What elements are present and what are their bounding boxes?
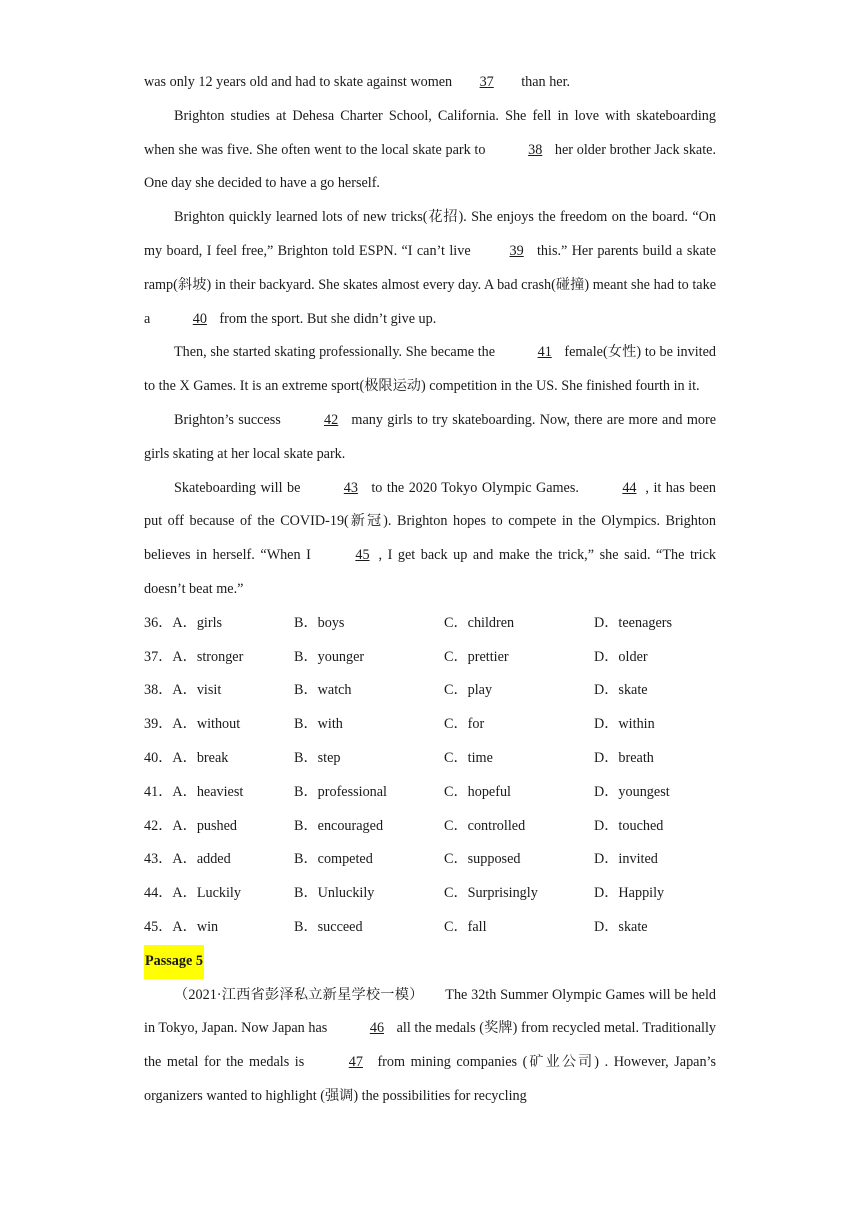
answer-blank: 37: [479, 74, 494, 90]
option-b-cell: [294, 607, 444, 641]
question-row: [144, 911, 716, 945]
text-run: this.” Her parents build a skate ramp(斜坡) in their backyard. She skates almost every day. A bad crash(碰撞) meant she had to take a: [144, 242, 716, 327]
question-number: 42．: [144, 817, 173, 834]
option-b-cell: [294, 843, 444, 877]
option-c: C．controlled: [444, 817, 526, 834]
paragraph: [144, 404, 716, 472]
answer-blank: 42: [324, 411, 339, 428]
option-a-cell: [144, 708, 294, 742]
option-d: D．invited: [594, 851, 658, 868]
option-a: A．break: [172, 749, 229, 766]
question-number: 44．: [144, 885, 173, 902]
option-c-cell: [444, 877, 594, 911]
option-a-cell: [144, 776, 294, 810]
option-a-cell: [144, 877, 294, 911]
option-c: C．Surprisingly: [444, 885, 538, 902]
text-run: her older brother Jack skate. One day she decided to have a go herself.: [144, 141, 716, 192]
option-b: B．encouraged: [294, 817, 384, 834]
text-run: female(女性) to be invited to the X Games. It is an extreme sport(极限运动) competition in the US. She finished fourth in it.: [144, 344, 716, 395]
answer-blank: 41: [537, 344, 552, 361]
paragraph: [144, 100, 716, 201]
paragraph: [144, 472, 716, 607]
option-a: A．added: [172, 851, 231, 868]
passage-5-heading-row: [144, 945, 716, 979]
question-number: 38．: [144, 682, 173, 699]
option-d: D．breath: [594, 749, 654, 766]
option-c: C．children: [444, 614, 515, 631]
option-a: A．win: [172, 918, 219, 935]
option-c-cell: [444, 708, 594, 742]
paragraph: [144, 979, 716, 1114]
option-d-cell: [594, 843, 716, 877]
option-a-cell: [144, 607, 294, 641]
question-number: 39．: [144, 716, 173, 733]
question-row: [144, 810, 716, 844]
option-d: D．skate: [594, 682, 648, 699]
text-run: to the 2020 Tokyo Olympic Games.: [366, 479, 584, 496]
text-run: Brighton studies at Dehesa Charter School, California. She fell in love with skateboarding when she was five. She often went to the local skate park to: [144, 107, 716, 158]
answer-blank: 46: [369, 1020, 385, 1037]
option-d-cell: [594, 810, 716, 844]
question-number: 37．: [144, 648, 173, 665]
option-d-cell: [594, 877, 716, 911]
option-c-cell: [444, 742, 594, 776]
option-c: C．for: [444, 716, 485, 733]
option-b-cell: [294, 708, 444, 742]
option-d: D．older: [594, 648, 648, 665]
option-d: D．skate: [594, 918, 648, 935]
question-number: 41．: [144, 783, 173, 800]
text-run: , I get back up and make the trick,” she said. “The trick doesn’t beat me.”: [144, 547, 716, 597]
option-b-cell: [294, 776, 444, 810]
option-b-cell: [294, 911, 444, 945]
option-d: D．within: [594, 716, 655, 733]
option-a-cell: [144, 742, 294, 776]
text-run: Brighton quickly learned lots of new tricks(花招). She enjoys the freedom on the board. “On my board, I feel free,” Brighton told ESPN. “I can’t live: [144, 209, 716, 259]
option-b-cell: [294, 877, 444, 911]
answer-blank: 47: [348, 1054, 363, 1071]
passage-5-title: Passage 5: [144, 945, 204, 979]
option-c-cell: [444, 843, 594, 877]
question-row: [144, 776, 716, 810]
question-number: 45．: [144, 918, 173, 935]
text-run: （2021·江西省彭泽私立新星学校一模） The 32th Summer Olympic Games will be held in Tokyo, Japan. Now Japan has: [144, 986, 716, 1037]
option-a-cell: [144, 810, 294, 844]
answer-blank: 40: [192, 310, 207, 327]
option-a-cell: [144, 843, 294, 877]
option-c: C．hopeful: [444, 783, 511, 800]
option-c-cell: [444, 810, 594, 844]
text-run: from the sport. But she didn’t give up.: [215, 310, 437, 327]
option-b: B．watch: [294, 682, 352, 699]
question-number: 36．: [144, 614, 173, 631]
option-c: C．supposed: [444, 851, 521, 868]
text-run: all the medals (奖牌) from recycled metal. Traditionally the metal for the medals is: [144, 1020, 716, 1071]
option-d: D．youngest: [594, 783, 670, 800]
option-c-cell: [444, 607, 594, 641]
option-c-cell: [444, 776, 594, 810]
question-row: [144, 674, 716, 708]
option-c-cell: [444, 911, 594, 945]
passage-4-text: [144, 66, 716, 607]
option-a-cell: [144, 911, 294, 945]
option-a: A．Luckily: [172, 885, 241, 902]
question-row: [144, 641, 716, 675]
option-b: B．younger: [294, 648, 365, 665]
answer-blank: 43: [343, 479, 358, 496]
document-body: [144, 66, 716, 1114]
option-b: B．succeed: [294, 918, 363, 935]
option-d-cell: [594, 641, 716, 675]
answer-blank: 45: [355, 547, 370, 564]
option-d: D．touched: [594, 817, 664, 834]
passage-5-text: [144, 979, 716, 1114]
option-a: A．girls: [172, 614, 223, 631]
text-run: many girls to try skateboarding. Now, there are more and more girls skating at her local skate park.: [144, 411, 716, 462]
option-d-cell: [594, 708, 716, 742]
question-row: [144, 607, 716, 641]
option-d-cell: [594, 776, 716, 810]
text-run: was only 12 years old and had to skate against women: [144, 74, 456, 90]
question-row: [144, 877, 716, 911]
option-d-cell: [594, 911, 716, 945]
option-a: A．visit: [172, 682, 222, 699]
question-list: [144, 607, 716, 945]
text-run: than her.: [517, 74, 571, 90]
option-b-cell: [294, 810, 444, 844]
option-d-cell: [594, 607, 716, 641]
text-run: Brighton’s success: [174, 411, 286, 428]
option-c: C．fall: [444, 918, 487, 935]
paragraph: [144, 66, 716, 100]
answer-blank: 44: [622, 479, 637, 496]
text-run: Then, she started skating professionally. She became the: [174, 344, 499, 361]
option-b: B．step: [294, 749, 341, 766]
option-d-cell: [594, 674, 716, 708]
text-run: , it has been put off because of the COVID-19(新冠). Brighton hopes to compete in the Olympics. Brighton believes in herself. “When I: [144, 479, 716, 564]
option-a: A．without: [172, 716, 241, 733]
answer-blank: 39: [509, 242, 524, 259]
question-number: 40．: [144, 749, 173, 766]
option-c: C．time: [444, 749, 493, 766]
option-b: B．with: [294, 716, 343, 733]
option-a: A．pushed: [172, 817, 238, 834]
paragraph: [144, 201, 716, 336]
option-b: B．Unluckily: [294, 885, 375, 902]
text-run: Skateboarding will be: [174, 479, 305, 496]
text-run: from mining companies (矿业公司) . However, Japan’s organizers wanted to highlight (强调) the possibilities for recycling: [144, 1054, 717, 1104]
option-b: B．professional: [294, 783, 387, 800]
option-c: C．play: [444, 682, 493, 699]
question-row: [144, 708, 716, 742]
option-d: D．teenagers: [594, 614, 672, 631]
option-c-cell: [444, 641, 594, 675]
answer-blank: 38: [528, 141, 543, 158]
question-row: [144, 742, 716, 776]
option-b-cell: [294, 641, 444, 675]
question-number: 43．: [144, 851, 173, 868]
option-a-cell: [144, 641, 294, 675]
option-b-cell: [294, 742, 444, 776]
option-b: B．boys: [294, 614, 345, 631]
option-a-cell: [144, 674, 294, 708]
paragraph: [144, 336, 716, 404]
option-a: A．stronger: [172, 648, 244, 665]
option-d: D．Happily: [594, 885, 665, 902]
option-c: C．prettier: [444, 648, 509, 665]
option-b: B．competed: [294, 851, 373, 868]
option-c-cell: [444, 674, 594, 708]
option-a: A．heaviest: [172, 783, 244, 800]
option-b-cell: [294, 674, 444, 708]
option-d-cell: [594, 742, 716, 776]
question-row: [144, 843, 716, 877]
